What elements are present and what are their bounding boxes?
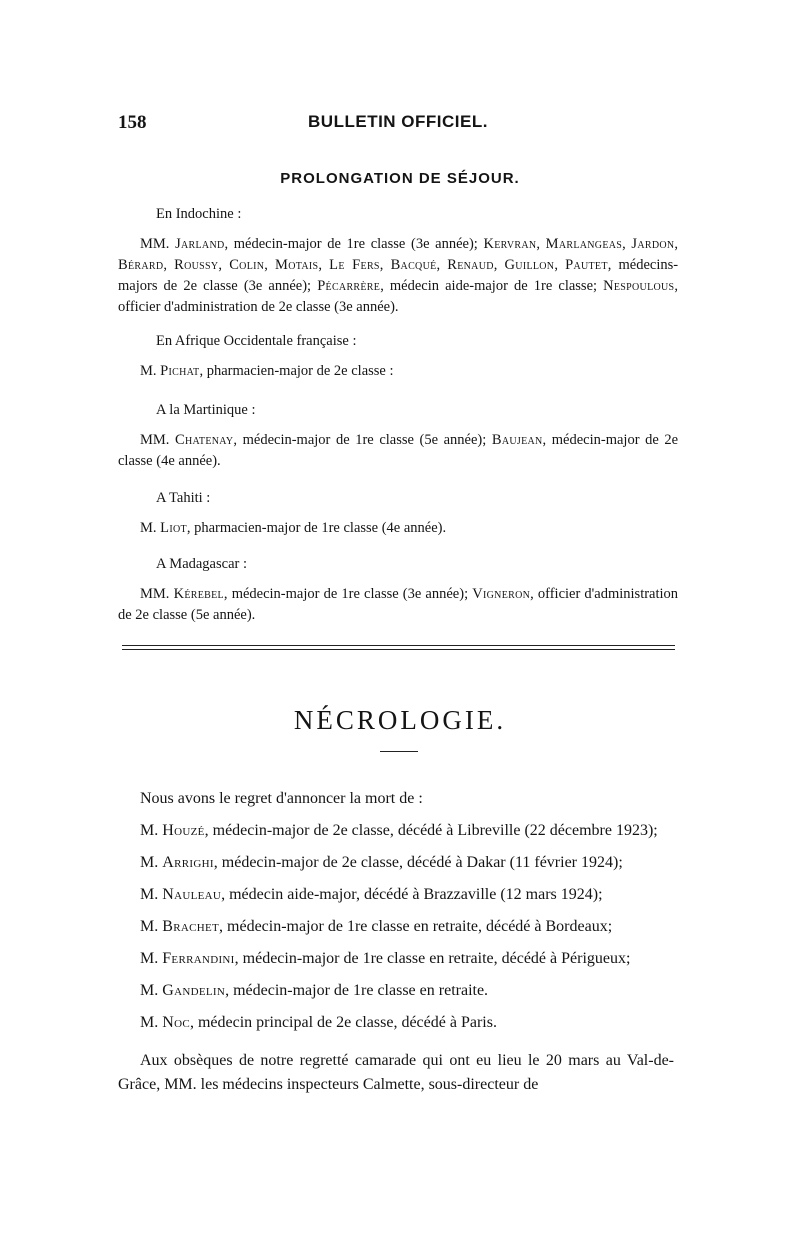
prefix: M. [140,363,157,379]
person-name: Arrighi [162,854,214,871]
necrologie-entry: M. Noc, médecin principal de 2e classe, décédé à Paris. [140,1014,497,1031]
person-name: Gandelin [162,982,226,999]
necrologie-entry: M. Brachet, médecin-major de 1re classe en retraite, décédé à Bordeaux; [140,918,613,935]
tahiti-paragraph: M. Liot, pharmacien-major de 1re classe (4e année). [140,520,447,536]
page-number: 158 [118,112,147,133]
martinique-section [118,400,678,472]
rank-text: médecin aide-major de 1re classe; [389,278,598,294]
person-name: Brachet [162,918,220,935]
afrique-paragraph: M. Pichat, pharmacien-major de 2e classe : [140,363,394,379]
rank-text: officier d'administration de 2e classe (3e année). [118,299,399,315]
section-divider [122,649,675,650]
necrologie-entry: M. Ferrandini, médecin-major de 1re classe en retraite, décédé à Périgueux; [140,950,631,967]
necrologie-intro: Nous avons le regret d'annoncer la mort de : [140,790,423,807]
person-name: Guillon [504,257,555,273]
person-name: Nauleau [162,886,222,903]
person-name: Liot [160,520,187,536]
rank-text: officier d'administration de 2e classe (5e année). [118,586,679,623]
person-name: Baujean [491,432,543,448]
rank-text: pharmacien-major de 2e classe : [206,363,394,379]
person-name: Pautet [565,257,608,273]
rank-text: médecin-major de 1re classe (3e année); [231,586,469,602]
person-name: Bacqué [390,257,437,273]
section-title-prolongation: PROLONGATION DE SÉJOUR. [280,170,520,187]
prefix: M. [140,982,159,999]
person-name: Nespoulous [603,278,675,294]
person-name: Bérard [118,257,164,273]
martinique-heading: A la Martinique : [156,402,256,418]
prefix: M. [140,822,159,839]
prefix: M. [140,1014,159,1031]
prefix: MM. [140,586,170,602]
person-name: Pichat [160,363,200,379]
person-name: Marlangeas [545,236,623,252]
prefix: M. [140,886,159,903]
afrique-section [118,331,678,382]
necrologie-entry: M. Arrighi, médecin-major de 2e classe, décédé à Dakar (11 février 1924); [140,854,623,871]
person-name: Le Fers [329,257,380,273]
necrologie-body [118,787,674,1097]
entry-text: médecin-major de 1re classe en retraite, décédé à Bordeaux; [227,918,613,935]
necrologie-entry: M. Nauleau, médecin aide-major, décédé à Brazzaville (12 mars 1924); [140,886,603,903]
madagascar-section [118,554,678,626]
person-name: Pécarrère [317,278,381,294]
indochine-section [118,204,678,318]
prefix: M. [140,950,159,967]
entry-text: médecin aide-major, décédé à Brazzaville (12 mars 1924); [229,886,603,903]
necrologie-entry: M. Houzé, médecin-major de 2e classe, décédé à Libreville (22 décembre 1923); [140,822,658,839]
person-name: Vigneron [472,586,531,602]
indochine-paragraph: MM. Jarland, médecin-major de 1re classe (3e année); Kervran, Marlangeas, Jardon, Bérard, Roussy, Colin, Motais, Le Fers, Bacqué, Renaud, Guillon, Pautet, médecins-majors de 2e classe (3e année); Pécarrère, médecin aide-major de 1re classe; Nespoulous, officier d'administration de 2e classe (3e année). [118,236,679,315]
person-name: Kérebel [173,586,224,602]
martinique-paragraph: MM. Chatenay, médecin-major de 1re classe (5e année); Baujean, médecin-major de 2e classe (4e année). [118,432,679,469]
madagascar-heading: A Madagascar : [156,556,247,572]
person-name: Houzé [162,822,205,839]
prefix: M. [140,520,157,536]
entry-text: médecin principal de 2e classe, décédé à Paris. [197,1014,497,1031]
prefix: M. [140,918,159,935]
person-name: Kervran [483,236,537,252]
section-title-necrologie: NÉCROLOGIE. [293,705,507,735]
person-name: Jardon [631,236,675,252]
person-name: Noc [162,1014,190,1031]
rank-text: médecin-major de 1re classe (5e année); [242,432,487,448]
prefix: MM. [140,432,170,448]
person-name: Ferrandini [162,950,235,967]
entry-text: médecin-major de 1re classe en retraite. [233,982,489,999]
necrologie-entry: M. Gandelin, médecin-major de 1re classe en retraite. [140,982,489,999]
rank-text: médecins-majors de 2e classe (3e année); [118,257,679,294]
entry-text: médecin-major de 1re classe en retraite, décédé à Périgueux; [242,950,631,967]
indochine-heading: En Indochine : [156,206,242,222]
person-name: Renaud [447,257,494,273]
person-name: Motais [275,257,319,273]
prefix: M. [140,854,159,871]
entry-text: médecin-major de 2e classe, décédé à Libreville (22 décembre 1923); [212,822,658,839]
tahiti-section [118,488,678,539]
tahiti-heading: A Tahiti : [156,490,211,506]
person-name: Jarland [175,236,225,252]
title-underline [380,751,418,752]
person-name: Colin [229,257,265,273]
entry-text: médecin-major de 2e classe, décédé à Dakar (11 février 1924); [221,854,623,871]
person-name: Chatenay [175,432,234,448]
running-title: BULLETIN OFFICIEL. [308,112,488,131]
rank-text: médecin-major de 2e classe (4e année). [118,432,679,469]
necrologie-closing: Aux obsèques de notre regretté camarade qui ont eu lieu le 20 mars au Val-de-Grâce, MM. les médecins inspecteurs Calmette, sous-directeur de [118,1052,674,1093]
rank-text: pharmacien-major de 1re classe (4e année). [194,520,447,536]
person-name: Roussy [174,257,219,273]
afrique-heading: En Afrique Occidentale française : [156,333,357,349]
rank-text: médecin-major de 1re classe (3e année); [233,236,478,252]
prefix: MM. [140,236,170,252]
page-header [118,112,678,138]
section-divider [122,645,675,646]
madagascar-paragraph: MM. Kérebel, médecin-major de 1re classe (3e année); Vigneron, officier d'administration de 2e classe (5e année). [118,586,679,623]
